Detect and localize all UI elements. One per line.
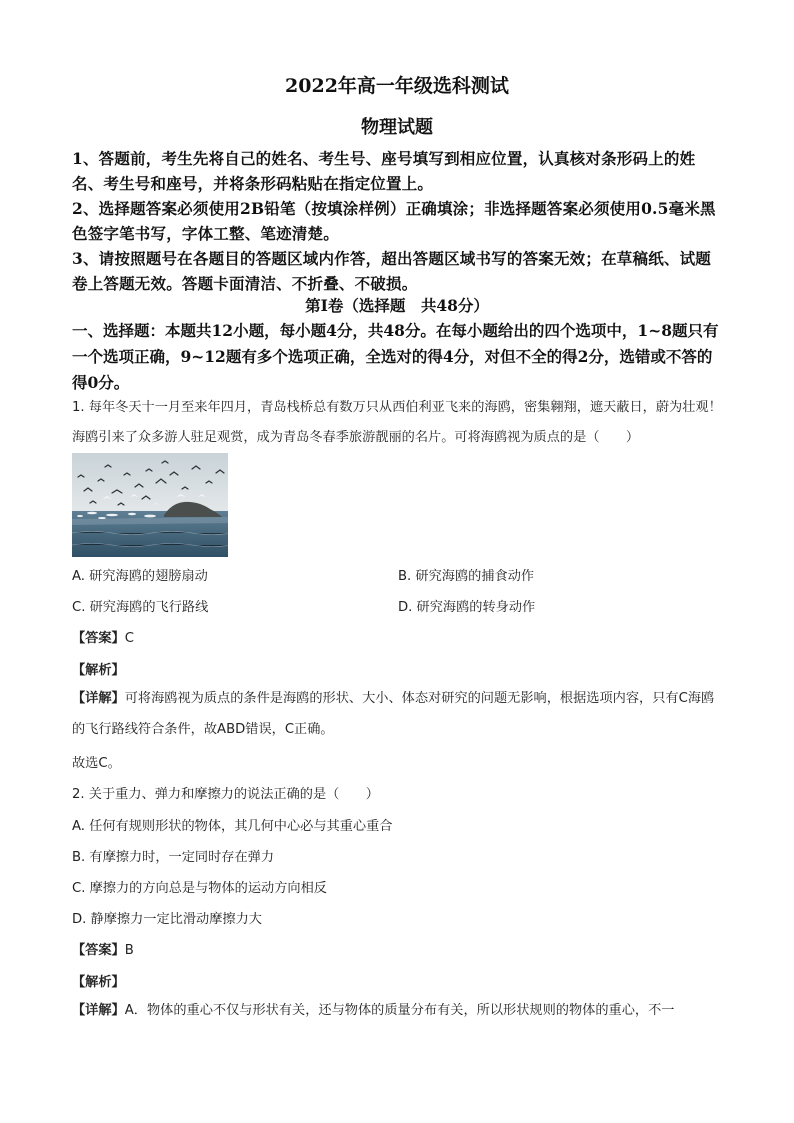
seagull-photo-image [72, 453, 228, 557]
answer-value: C [124, 631, 134, 646]
answer-label: 【答案】 [72, 943, 125, 958]
question-1-analysis [72, 659, 125, 678]
analysis-label: 【解析】 [72, 975, 125, 990]
question-1-stem: 1. 每年冬天十一月至来年四月，青岛栈桥总有数万只从西伯利亚飞来的海鸥，密集翱翔，遮天蔽日，蔚为壮观！海鸥引来了众多游人驻足观赏，成为青岛冬春季旅游靓丽的名片。可将海鸥视为质点的是（ ） [72, 400, 722, 445]
detail-text: 可将海鸥视为质点的条件是海鸥的形状、大小、体态对研究的问题无影响，根据选项内容，只有C海鸥的飞行路线符合条件，故ABD错误，C正确。 [72, 691, 715, 737]
question-2-option-c: C. 摩擦力的方向总是与物体的运动方向相反 [72, 881, 327, 896]
seagull-photo [72, 453, 228, 557]
question-2-option-a: A. 任何有规则形状的物体，其几何中心必与其重心重合 [72, 819, 393, 834]
question-1 [72, 393, 722, 453]
question-2-option-b: B. 有摩擦力时，一定同时存在弹力 [72, 850, 275, 865]
question-1-option-b: B. 研究海鸥的捕食动作 [398, 569, 535, 584]
question-1-option-c: C. 研究海鸥的飞行路线 [72, 600, 209, 615]
notice-2: 2、选择题答案必须使用2B铅笔（按填涂样例）正确填涂；非选择题答案必须使用0.5毫米黑色签字笔书写，字体工整、笔迹清楚。 [72, 199, 716, 243]
question-2-detail [72, 995, 722, 1026]
analysis-label: 【解析】 [72, 663, 125, 678]
question-1-detail [72, 683, 722, 745]
detail-text: A．物体的重心不仅与形状有关，还与物体的质量分布有关，所以形状规则的物体的重心，不一 [124, 1003, 675, 1018]
question-2-option-d: D. 静摩擦力一定比滑动摩擦力大 [72, 912, 262, 927]
detail-label: 【详解】 [72, 691, 125, 706]
question-1-conclusion: 故选C。 [72, 756, 121, 771]
question-2-answer [72, 939, 134, 958]
question-1-answer [72, 627, 134, 646]
answer-value: B [124, 943, 134, 958]
question-2-stem: 2. 关于重力、弹力和摩擦力的说法正确的是（ ） [72, 787, 379, 802]
exam-title: 2022年高一年级选科测试 [285, 75, 509, 97]
exam-subject: 物理试题 [361, 117, 433, 138]
question-2-analysis [72, 971, 125, 990]
notice-1: 1、答题前，考生先将自己的姓名、考生号、座号填写到相应位置，认真核对条形码上的姓名、考生号和座号，并将条形码粘贴在指定位置上。 [72, 149, 696, 193]
section-heading: 第Ⅰ卷（选择题 共48分） [305, 296, 489, 315]
question-1-option-a: A. 研究海鸥的翅膀扇动 [72, 569, 208, 584]
section-instructions: 一、选择题：本题共12小题，每小题4分，共48分。在每小题给出的四个选项中，1~8题只有一个选项正确，9~12题有多个选项正确，全选对的得4分，对但不全的得2分，选错或不答的得0分。 [72, 321, 719, 392]
notice-3: 3、请按照题号在各题目的答题区域内作答，超出答题区域书写的答案无效；在草稿纸、试题卷上答题无效。答题卡面清洁、不折叠、不破损。 [72, 249, 711, 293]
detail-label: 【详解】 [72, 1003, 125, 1018]
question-1-option-d: D. 研究海鸥的转身动作 [398, 600, 536, 615]
answer-label: 【答案】 [72, 631, 125, 646]
